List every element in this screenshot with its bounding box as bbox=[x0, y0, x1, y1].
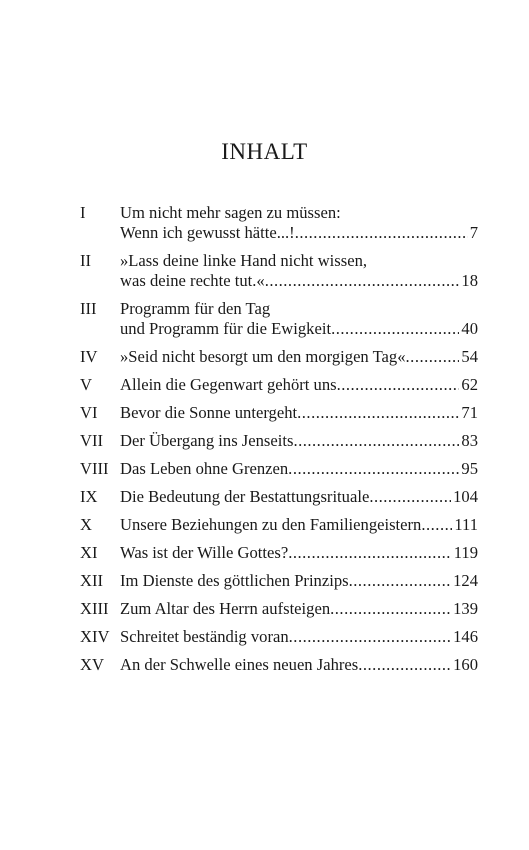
chapter-title-block bbox=[120, 403, 478, 423]
dot-leader bbox=[297, 403, 459, 423]
toc-entry bbox=[80, 459, 478, 479]
chapter-title-text: Zum Altar des Herrn aufsteigen bbox=[120, 599, 331, 618]
toc-entry bbox=[80, 431, 478, 451]
chapter-title-text: Das Leben ohne Grenzen bbox=[120, 459, 289, 478]
toc-entry bbox=[80, 299, 478, 339]
dot-leader bbox=[289, 627, 451, 647]
page-number: 146 bbox=[453, 627, 478, 646]
chapter-title-text: Programm für den Tag bbox=[120, 299, 271, 318]
dot-leader bbox=[349, 571, 452, 591]
chapter-number: IV bbox=[80, 347, 98, 366]
dot-leader bbox=[293, 431, 459, 451]
toc-entry bbox=[80, 543, 478, 563]
page-number: 54 bbox=[461, 347, 478, 366]
toc-entry bbox=[80, 251, 478, 291]
page-number: 104 bbox=[453, 487, 478, 506]
toc-entry bbox=[80, 203, 478, 243]
chapter-title-line bbox=[120, 403, 478, 423]
chapter-number: XI bbox=[80, 543, 98, 562]
page-number: 119 bbox=[453, 543, 478, 562]
page-number: 95 bbox=[461, 459, 478, 478]
chapter-title-text: Allein die Gegenwart gehört uns bbox=[120, 375, 337, 394]
toc-entry bbox=[80, 375, 478, 395]
chapter-title-block bbox=[120, 347, 478, 367]
chapter-title-text: An der Schwelle eines neuen Jahres bbox=[120, 655, 359, 674]
chapter-number: III bbox=[80, 299, 97, 318]
chapter-title-text: Um nicht mehr sagen zu müssen: bbox=[120, 203, 341, 222]
chapter-title-block bbox=[120, 431, 478, 451]
dot-leader bbox=[421, 515, 452, 535]
chapter-number: II bbox=[80, 251, 92, 270]
chapter-title-block bbox=[120, 599, 478, 619]
chapter-title-line bbox=[120, 543, 478, 563]
toc-entry bbox=[80, 515, 478, 535]
chapter-number: XV bbox=[80, 655, 104, 674]
page-number: 18 bbox=[461, 271, 478, 290]
chapter-title-line bbox=[120, 571, 478, 591]
chapter-title-line bbox=[120, 515, 478, 535]
page-number: 111 bbox=[454, 515, 478, 534]
chapter-title-text: Wenn ich gewusst hätte...! bbox=[120, 223, 295, 242]
chapter-title-text: Unsere Beziehungen zu den Familiengeistern bbox=[120, 515, 422, 534]
dot-leader bbox=[406, 347, 460, 367]
toc-entry bbox=[80, 487, 478, 507]
chapter-number: VI bbox=[80, 403, 98, 422]
toc-entry bbox=[80, 599, 478, 619]
chapter-title-line bbox=[120, 251, 478, 271]
chapter-title-block bbox=[120, 543, 478, 563]
chapter-title-block bbox=[120, 515, 478, 535]
chapter-title-text: Der Übergang ins Jenseits bbox=[120, 431, 294, 450]
chapter-title-line bbox=[120, 375, 478, 395]
chapter-title-block bbox=[120, 299, 478, 339]
page-number: 40 bbox=[461, 319, 478, 338]
chapter-number: VII bbox=[80, 431, 104, 450]
chapter-title-block bbox=[120, 627, 478, 647]
page-number: 7 bbox=[469, 223, 478, 242]
toc-entry bbox=[80, 627, 478, 647]
chapter-number: V bbox=[80, 375, 92, 394]
chapter-title-block bbox=[120, 251, 478, 291]
dot-leader bbox=[358, 655, 451, 675]
toc-entry bbox=[80, 571, 478, 591]
chapter-title-line bbox=[120, 627, 478, 647]
chapter-title-text: Die Bedeutung der Bestattungsrituale bbox=[120, 487, 370, 506]
chapter-number: I bbox=[80, 203, 86, 222]
dot-leader bbox=[337, 375, 460, 395]
page-number: 83 bbox=[461, 431, 478, 450]
chapter-title-block bbox=[120, 203, 478, 243]
chapter-title-block bbox=[120, 487, 478, 507]
dot-leader bbox=[288, 459, 459, 479]
dot-leader bbox=[369, 487, 451, 507]
chapter-number: IX bbox=[80, 487, 98, 506]
dot-leader bbox=[330, 599, 451, 619]
toc-entry bbox=[80, 347, 478, 367]
page-number: 62 bbox=[461, 375, 478, 394]
chapter-title-text: und Programm für die Ewigkeit bbox=[120, 319, 332, 338]
chapter-title-text: was deine rechte tut.« bbox=[120, 271, 265, 290]
chapter-number: XIV bbox=[80, 627, 110, 646]
chapter-title-line bbox=[120, 599, 478, 619]
chapter-title-line bbox=[120, 319, 478, 339]
chapter-title-block bbox=[120, 375, 478, 395]
chapter-title-line bbox=[120, 223, 478, 243]
chapter-title-text: Bevor die Sonne untergeht bbox=[120, 403, 298, 422]
chapter-title-line bbox=[120, 459, 478, 479]
chapter-title-line bbox=[120, 487, 478, 507]
chapter-number: XIII bbox=[80, 599, 109, 618]
chapter-title-text: Im Dienste des göttlichen Prinzips bbox=[120, 571, 349, 590]
dot-leader bbox=[295, 223, 468, 243]
chapter-title-line bbox=[120, 299, 478, 319]
toc-entry bbox=[80, 655, 478, 675]
chapter-title-block bbox=[120, 459, 478, 479]
dot-leader bbox=[265, 271, 460, 291]
chapter-title-line bbox=[120, 655, 478, 675]
page-number: 124 bbox=[453, 571, 478, 590]
page-number: 160 bbox=[453, 655, 478, 674]
chapter-title-text: »Seid nicht besorgt um den morgigen Tag« bbox=[120, 347, 406, 366]
page-title: INHALT bbox=[221, 139, 308, 164]
toc-entry bbox=[80, 403, 478, 423]
chapter-title-block bbox=[120, 655, 478, 675]
chapter-title-text: Was ist der Wille Gottes? bbox=[120, 543, 289, 562]
page-number: 71 bbox=[461, 403, 478, 422]
dot-leader bbox=[288, 543, 452, 563]
chapter-title-block bbox=[120, 571, 478, 591]
chapter-title-line bbox=[120, 271, 478, 291]
page-number: 139 bbox=[453, 599, 478, 618]
table-of-contents bbox=[80, 203, 478, 683]
chapter-title-text: »Lass deine linke Hand nicht wissen, bbox=[120, 251, 368, 270]
chapter-number: XII bbox=[80, 571, 104, 590]
chapter-number: X bbox=[80, 515, 92, 534]
chapter-title-line bbox=[120, 347, 478, 367]
dot-leader bbox=[331, 319, 459, 339]
chapter-title-line bbox=[120, 203, 478, 223]
chapter-title-line bbox=[120, 431, 478, 451]
chapter-title-text: Schreitet beständig voran bbox=[120, 627, 289, 646]
chapter-number: VIII bbox=[80, 459, 109, 478]
